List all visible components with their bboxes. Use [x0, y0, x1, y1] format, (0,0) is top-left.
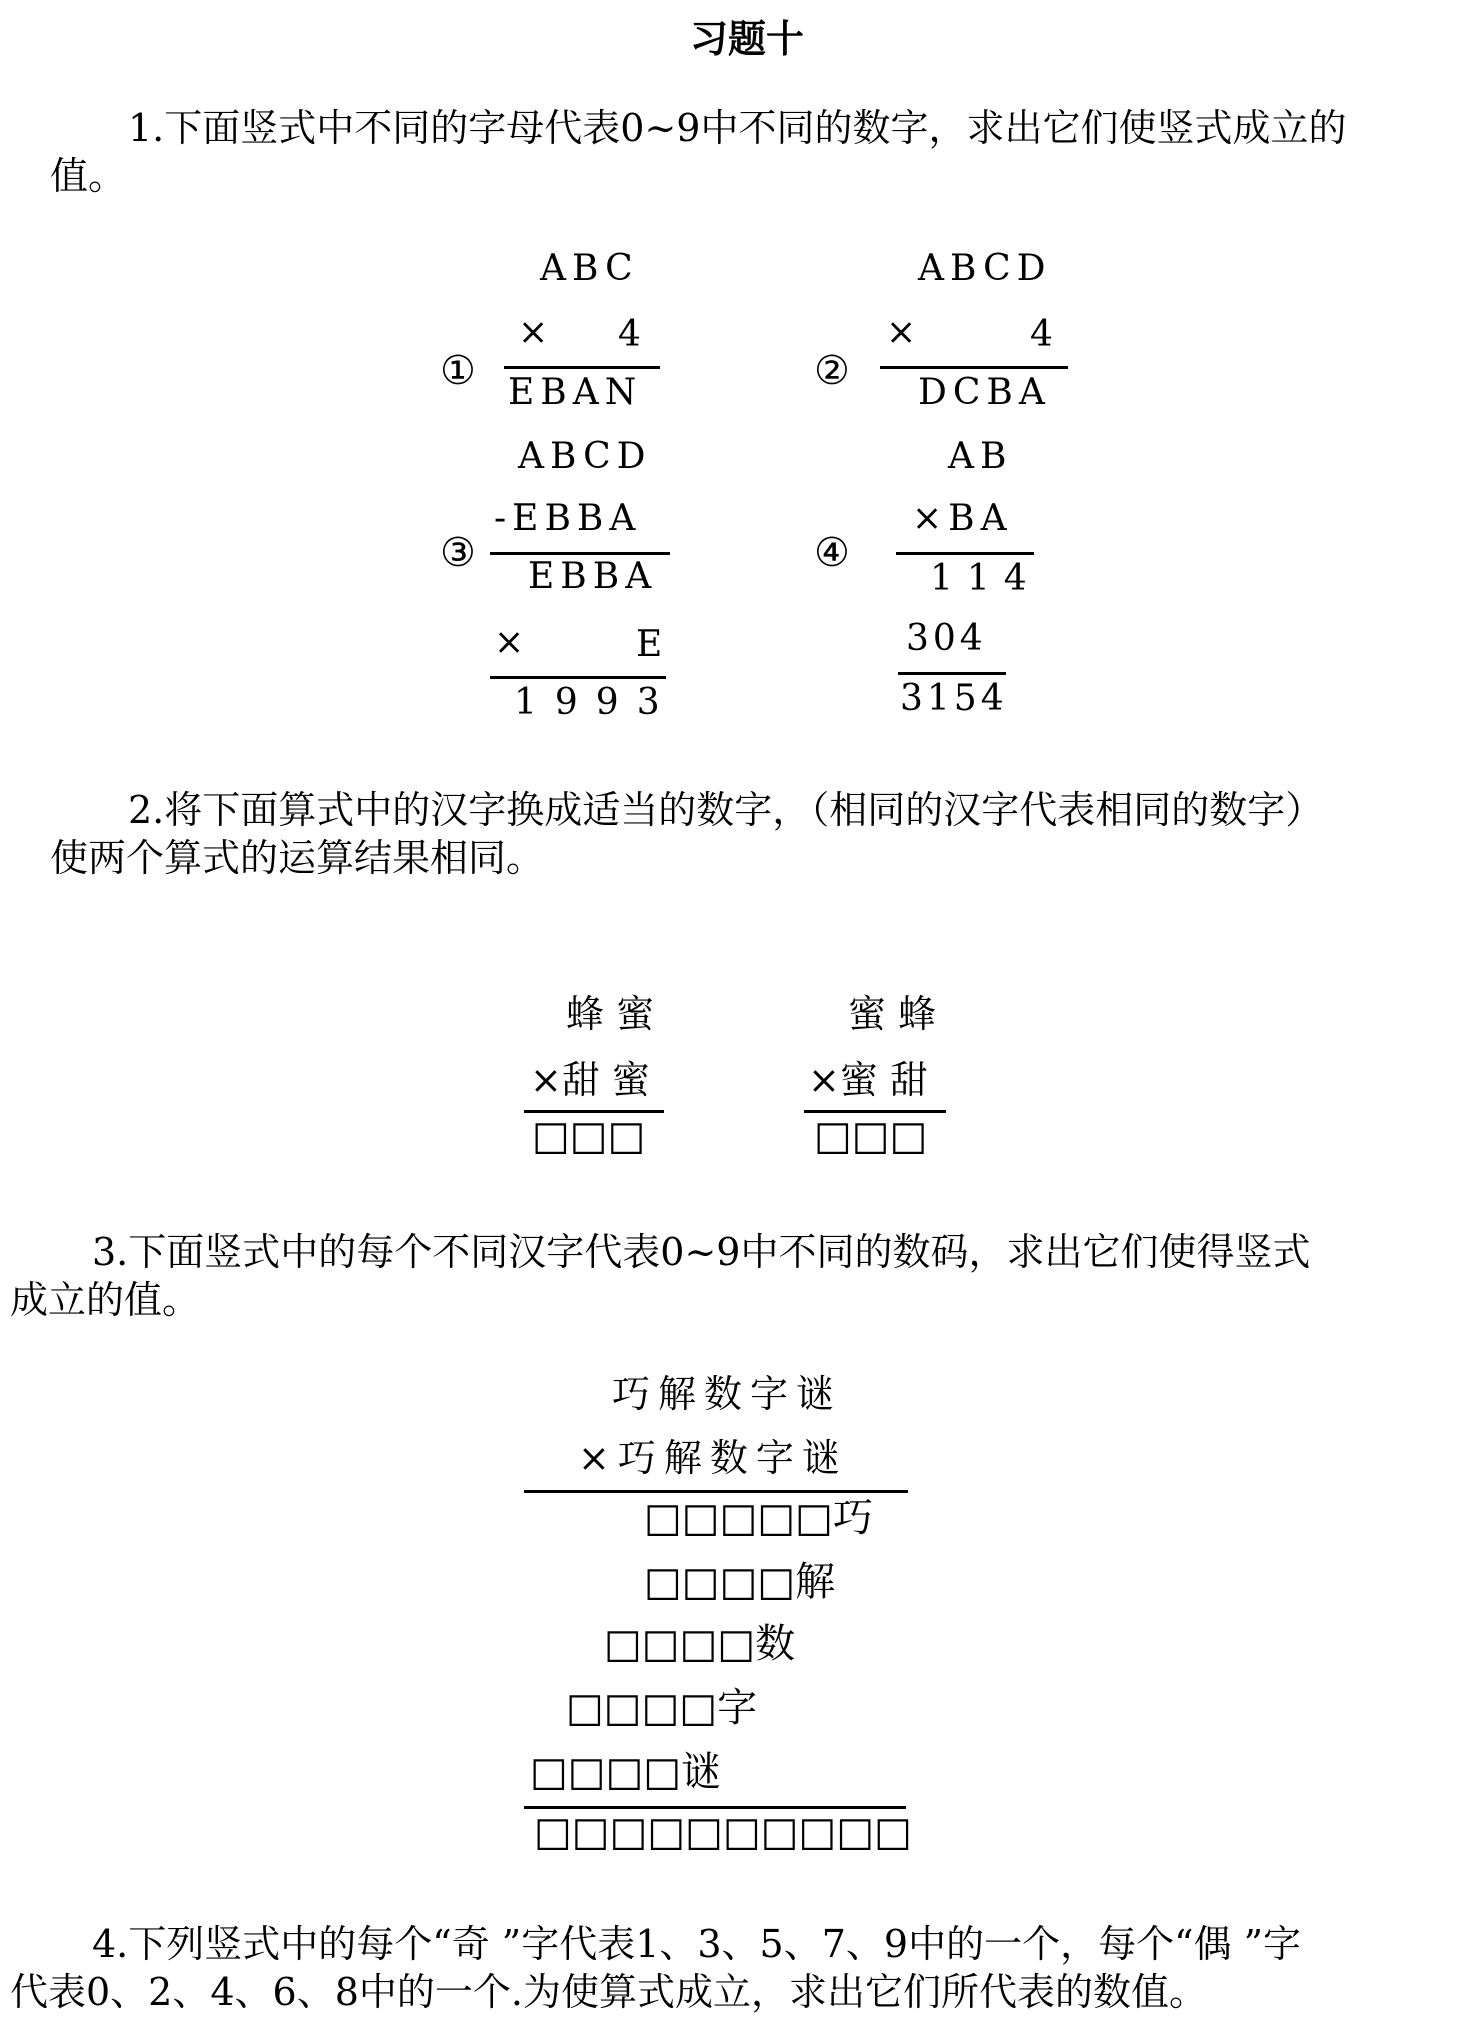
page-title: 习题十 — [690, 16, 805, 61]
equation-1-rule — [504, 366, 660, 369]
problem-1-number: 1. — [128, 106, 165, 150]
equation-1-multiplier: 4 — [618, 314, 647, 355]
equation-4-rule-1 — [896, 552, 1034, 555]
p3-result: □□□□□□□□□□ — [534, 1809, 912, 1855]
equation-3-subtrahend: -EBBA — [494, 498, 642, 539]
equation-3-multiplier: E — [636, 624, 669, 665]
equation-2-rule — [880, 366, 1068, 369]
equation-4-partial-2: 304 — [906, 618, 987, 659]
equation-3-top: ABCD — [518, 436, 652, 477]
problem-3-line-2: 成立的值。 — [10, 1278, 201, 1322]
problem-4-line-1: 4.下列竖式中的每个“奇 ”字代表1、3、5、7、9中的一个，每个“偶 ”字 — [92, 1922, 1302, 1966]
equation-3-difference: EBBA — [528, 556, 658, 597]
equation-3-rule-2 — [490, 676, 666, 679]
equation-4-partial-1: 114 — [930, 558, 1041, 599]
problem-2-number: 2. — [128, 788, 165, 832]
p2-right-result: □□□ — [814, 1113, 928, 1159]
problem-2-line-1: 2.将下面算式中的汉字换成适当的数字，（相同的汉字代表相同的数字） — [128, 788, 1324, 832]
equation-2-label: ② — [814, 348, 850, 394]
equation-1-result: EBAN — [508, 372, 643, 413]
problem-2-line-2: 使两个算式的运算结果相同。 — [50, 836, 545, 880]
p2-left-top: 蜂 蜜 — [566, 992, 655, 1036]
problem-4-line-2: 代表0、2、4、6、8中的一个.为使算式成立，求出它们所代表的数值。 — [10, 1970, 1207, 2014]
equation-1-label: ① — [440, 348, 476, 394]
equation-2-result: DCBA — [918, 372, 1051, 413]
p3-row-1: □□□□□巧 — [644, 1495, 873, 1541]
problem-4-number: 4. — [92, 1922, 129, 1966]
problem-1-line-2: 值。 — [50, 154, 127, 198]
equation-4-rule-2 — [898, 672, 1006, 675]
p3-top: 巧解数字谜 — [612, 1372, 843, 1416]
equation-1-top: ABC — [540, 248, 639, 289]
equation-3-label: ③ — [440, 530, 476, 576]
p2-right-bottom: ×蜜 甜 — [808, 1058, 928, 1102]
equation-2-multiplier: 4 — [1030, 314, 1059, 355]
p3-row-5: □□□□谜 — [530, 1749, 722, 1795]
p3-row-2: □□□□解 — [644, 1559, 836, 1605]
p3-row-4: □□□□字 — [566, 1685, 758, 1731]
equation-3-mult-sign: × — [494, 622, 531, 663]
equation-4-multiplier: ×BA — [912, 498, 1013, 539]
p3-rule-1 — [524, 1490, 908, 1493]
p3-row-3: □□□□数 — [604, 1621, 796, 1667]
equation-1-mult-sign: × — [518, 312, 555, 353]
equation-3-rule-1 — [490, 552, 670, 555]
equation-2-top: ABCD — [918, 248, 1052, 289]
problem-3-number: 3. — [92, 1230, 129, 1274]
p2-right-top: 蜜 蜂 — [848, 992, 937, 1036]
equation-4-top: AB — [948, 436, 1013, 477]
p3-bottom: ×巧解数字谜 — [578, 1436, 848, 1480]
p2-left-bottom: ×甜 蜜 — [530, 1058, 650, 1102]
problem-1-line-1: 1.下面竖式中不同的字母代表0~9中不同的数字，求出它们使竖式成立的 — [128, 106, 1347, 150]
equation-3-result: 1993 — [514, 682, 678, 723]
problem-3-line-1: 3.下面竖式中的每个不同汉字代表0~9中不同的数码，求出它们使得竖式 — [92, 1230, 1311, 1274]
equation-4-label: ④ — [814, 530, 850, 576]
equation-2-mult-sign: × — [886, 312, 923, 353]
equation-4-result: 3154 — [900, 678, 1008, 719]
p2-left-result: □□□ — [532, 1113, 646, 1159]
